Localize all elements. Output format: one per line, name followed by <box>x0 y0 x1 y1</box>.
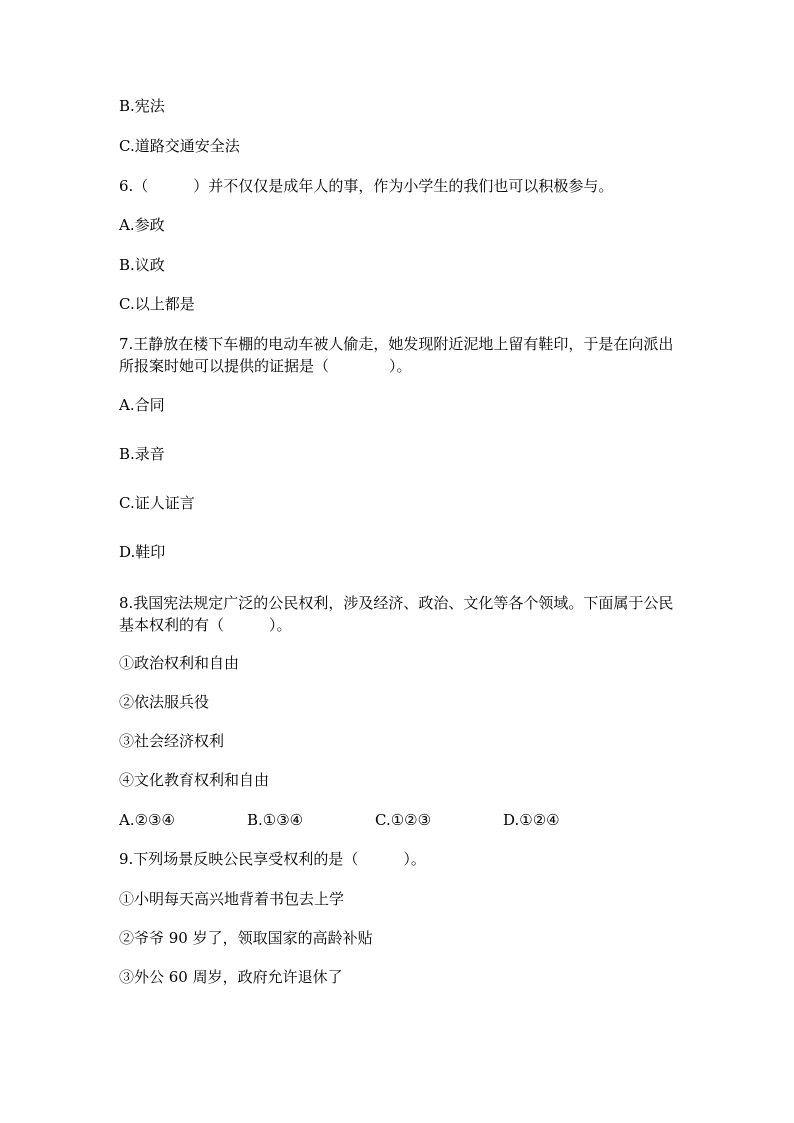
q8-item-4: ④文化教育权利和自由 <box>119 771 270 789</box>
q8-option-b: B.①③④ <box>247 811 304 829</box>
q8-option-c: C.①②③ <box>375 811 432 829</box>
q7-option-b: B.录音 <box>119 445 165 463</box>
q7-option-d: D.鞋印 <box>119 543 166 561</box>
q6-option-c: C.以上都是 <box>119 295 195 313</box>
q7-question: 7.王静放在楼下车棚的电动车被人偷走，她发现附近泥地上留有鞋印，于是在向派出所报案时她可以提供的证据是（ ）。 <box>119 335 674 375</box>
q9-item-2: ②爷爷 90 岁了，领取国家的高龄补贴 <box>119 929 373 947</box>
q8-item-3: ③社会经济权利 <box>119 732 225 750</box>
q8-item-1: ①政治权利和自由 <box>119 654 240 672</box>
q8-question: 8.我国宪法规定广泛的公民权利，涉及经济、政治、文化等各个领域。下面属于公民基本权利的有（ ）。 <box>119 594 674 634</box>
q7-option-a: A.合同 <box>119 396 165 414</box>
q8-options-row <box>119 811 679 831</box>
q9-item-3: ③外公 60 周岁，政府允许退休了 <box>119 968 343 986</box>
q8-option-a: A.②③④ <box>119 811 175 829</box>
q6-option-b: B.议政 <box>119 256 165 274</box>
q5-option-b: B.宪法 <box>119 97 165 115</box>
q5-option-c: C.道路交通安全法 <box>119 137 240 155</box>
q9-item-1: ①小明每天高兴地背着书包去上学 <box>119 890 345 908</box>
q8-item-2: ②依法服兵役 <box>119 693 210 711</box>
q6-option-a: A.参政 <box>119 216 165 234</box>
q6-question: 6.（ ）并不仅仅是成年人的事，作为小学生的我们也可以积极参与。 <box>119 177 614 195</box>
q7-option-c: C.证人证言 <box>119 494 195 512</box>
q9-question: 9.下列场景反映公民享受权利的是（ ）。 <box>119 850 426 868</box>
q8-option-d: D.①②④ <box>503 811 560 829</box>
